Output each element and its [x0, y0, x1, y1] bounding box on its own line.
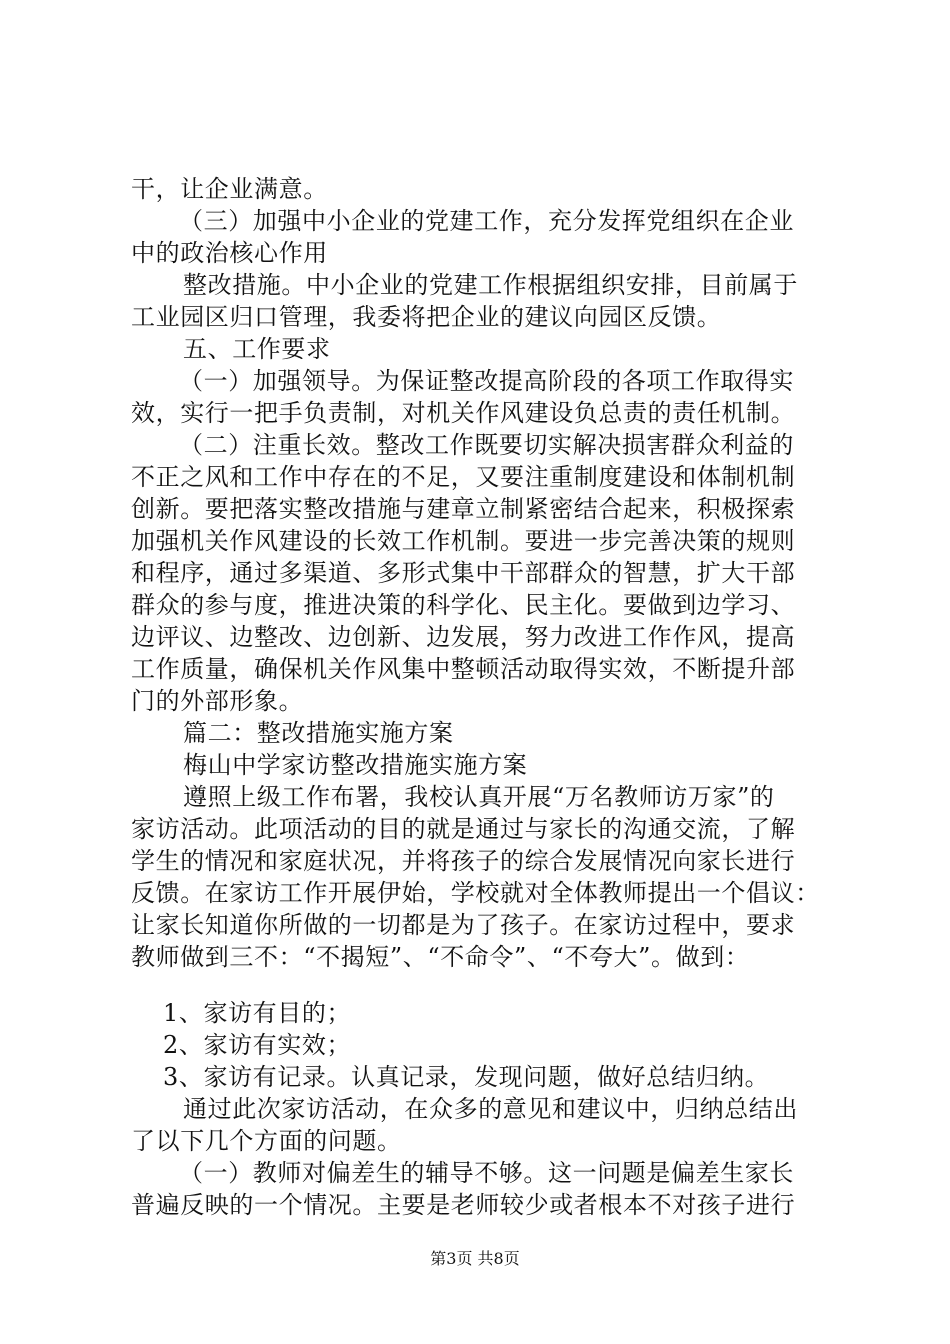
text-line: 工业园区归口管理，我委将把企业的建议向园区反馈。 [131, 303, 722, 331]
text-line: （一）教师对偏差生的辅导不够。这一问题是偏差生家长 [179, 1159, 794, 1187]
text-line: 遵照上级工作布署，我校认真开展“万名教师访万家”的 [183, 783, 775, 811]
section-heading: 篇二：整改措施实施方案 [183, 719, 454, 747]
document-title: 梅山中学家访整改措施实施方案 [183, 751, 528, 779]
text-line: 整改措施。中小企业的党建工作根据组织安排，目前属于 [183, 271, 798, 299]
text-line: 群众的参与度，推进决策的科学化、民主化。要做到边学习、 [131, 591, 796, 619]
text-line: （一）加强领导。为保证整改提高阶段的各项工作取得实 [179, 367, 794, 395]
text-line: 门的外部形象。 [131, 687, 304, 715]
text-line: 不正之风和工作中存在的不足，又要注重制度建设和体制机制 [131, 463, 796, 491]
list-item: 1、家访有目的； [163, 999, 352, 1027]
text-line: （二）注重长效。整改工作既要切实解决损害群众利益的 [179, 431, 794, 459]
text-line: 效，实行一把手负责制，对机关作风建设负总责的责任机制。 [131, 399, 796, 427]
text-line: 教师做到三不：“不揭短”、“不命令”、“不夸大”。做到： [131, 943, 750, 971]
text-line: 学生的情况和家庭状况，并将孩子的综合发展情况向家长进行 [131, 847, 796, 875]
text-line: 了以下几个方面的问题。 [131, 1127, 402, 1155]
text-line: （三）加强中小企业的党建工作，充分发挥党组织在企业 [179, 207, 794, 235]
text-line: 创新。要把落实整改措施与建章立制紧密结合起来，积极探索 [131, 495, 796, 523]
text-line: 家访活动。此项活动的目的就是通过与家长的沟通交流，了解 [131, 815, 796, 843]
section-heading: 五、工作要求 [183, 335, 331, 363]
text-line: 反馈。在家访工作开展伊始，学校就对全体教师提出一个倡议： [131, 879, 820, 907]
text-line: 普遍反映的一个情况。主要是老师较少或者根本不对孩子进行 [131, 1191, 796, 1219]
text-line: 干，让企业满意。 [131, 175, 328, 203]
text-line: 中的政治核心作用 [131, 239, 328, 267]
text-line: 和程序，通过多渠道、多形式集中干部群众的智慧，扩大干部 [131, 559, 796, 587]
list-item: 2、家访有实效； [163, 1031, 352, 1059]
text-line: 通过此次家访活动，在众多的意见和建议中，归纳总结出 [183, 1095, 798, 1123]
list-item: 3、家访有记录。认真记录，发现问题，做好总结归纳。 [163, 1063, 770, 1091]
text-line: 工作质量，确保机关作风集中整顿活动取得实效，不断提升部 [131, 655, 796, 683]
text-line: 边评议、边整改、边创新、边发展，努力改进工作作风，提高 [131, 623, 796, 651]
text-line: 让家长知道你所做的一切都是为了孩子。在家访过程中，要求 [131, 911, 796, 939]
text-line: 加强机关作风建设的长效工作机制。要进一步完善决策的规则 [131, 527, 796, 555]
page-number-footer: 第3页 共8页 [430, 1249, 520, 1268]
